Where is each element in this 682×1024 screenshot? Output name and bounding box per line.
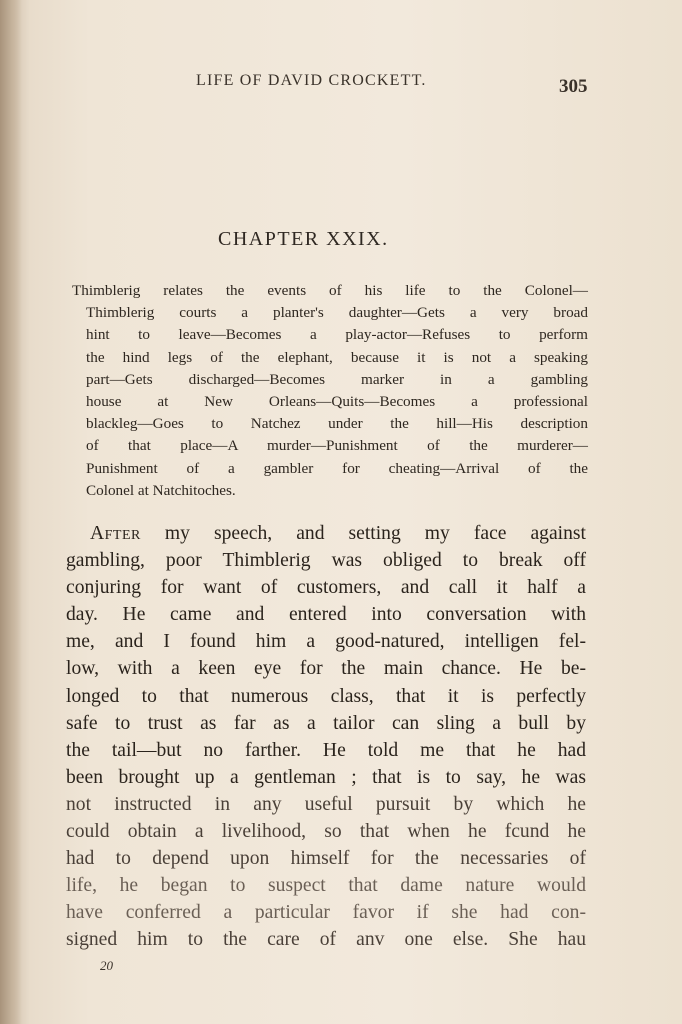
summary-line: of that place—A murder—Punishment of the murderer— [86, 437, 588, 455]
chapter-summary [72, 280, 588, 502]
body-text [66, 520, 586, 954]
body-line: had to depend upon himself for the necessaries of [66, 848, 586, 870]
body-line: been brought up a gentleman ; that is to say, he was [66, 766, 586, 788]
running-head: LIFE OF DAVID CROCKETT. [196, 72, 427, 89]
opening-word: After [90, 523, 141, 544]
body-line: have conferred a particular favor if she had con- [66, 902, 586, 924]
summary-line: Thimblerig relates the events of his life to the Colonel— [72, 282, 588, 299]
chapter-title: CHAPTER XXIX. [218, 228, 389, 250]
signature-mark: 20 [100, 958, 113, 973]
body-line: not instructed in any useful pursuit by which he [66, 793, 586, 815]
body-line-first [66, 520, 586, 547]
summary-line: part—Gets discharged—Becomes marker in a gambling [86, 370, 588, 388]
body-line: life, he began to suspect that dame nature would [66, 875, 586, 897]
body-line: signed him to the care of anv one else. She hau [66, 929, 586, 951]
book-gutter [0, 0, 22, 1024]
summary-line: the hind legs of the elephant, because it is not a speaking [86, 348, 588, 366]
first-line-rest: my speech, and setting my face against [140, 523, 586, 544]
body-line: longed to that numerous class, that it is perfectly [66, 685, 586, 707]
body-line: low, with a keen eye for the main chance. He be- [66, 658, 586, 680]
body-line: me, and I found him a good-natured, intelligen fel- [66, 631, 586, 653]
summary-line: hint to leave—Becomes a play-actor—Refuses to perform [86, 326, 588, 344]
body-line: the tail—but no farther. He told me that he had [66, 739, 586, 761]
body-line: safe to trust as far as a tailor can sling a bull by [66, 712, 586, 734]
page-number: 305 [559, 76, 588, 97]
body-line: gambling, poor Thimblerig was obliged to break off [66, 550, 586, 572]
summary-line: blackleg—Goes to Natchez under the hill—His description [86, 415, 588, 433]
body-line: could obtain a livelihood, so that when he fcund he [66, 821, 586, 843]
summary-line: Punishment of a gambler for cheating—Arrival of the [86, 459, 588, 477]
summary-line: Colonel at Natchitoches. [86, 481, 236, 499]
summary-line: house at New Orleans—Quits—Becomes a professional [86, 393, 588, 411]
body-line: conjuring for want of customers, and call it half a [66, 577, 586, 599]
summary-line: Thimblerig courts a planter's daughter—Gets a very broad [86, 304, 588, 322]
body-line: day. He came and entered into conversation with [66, 604, 586, 626]
